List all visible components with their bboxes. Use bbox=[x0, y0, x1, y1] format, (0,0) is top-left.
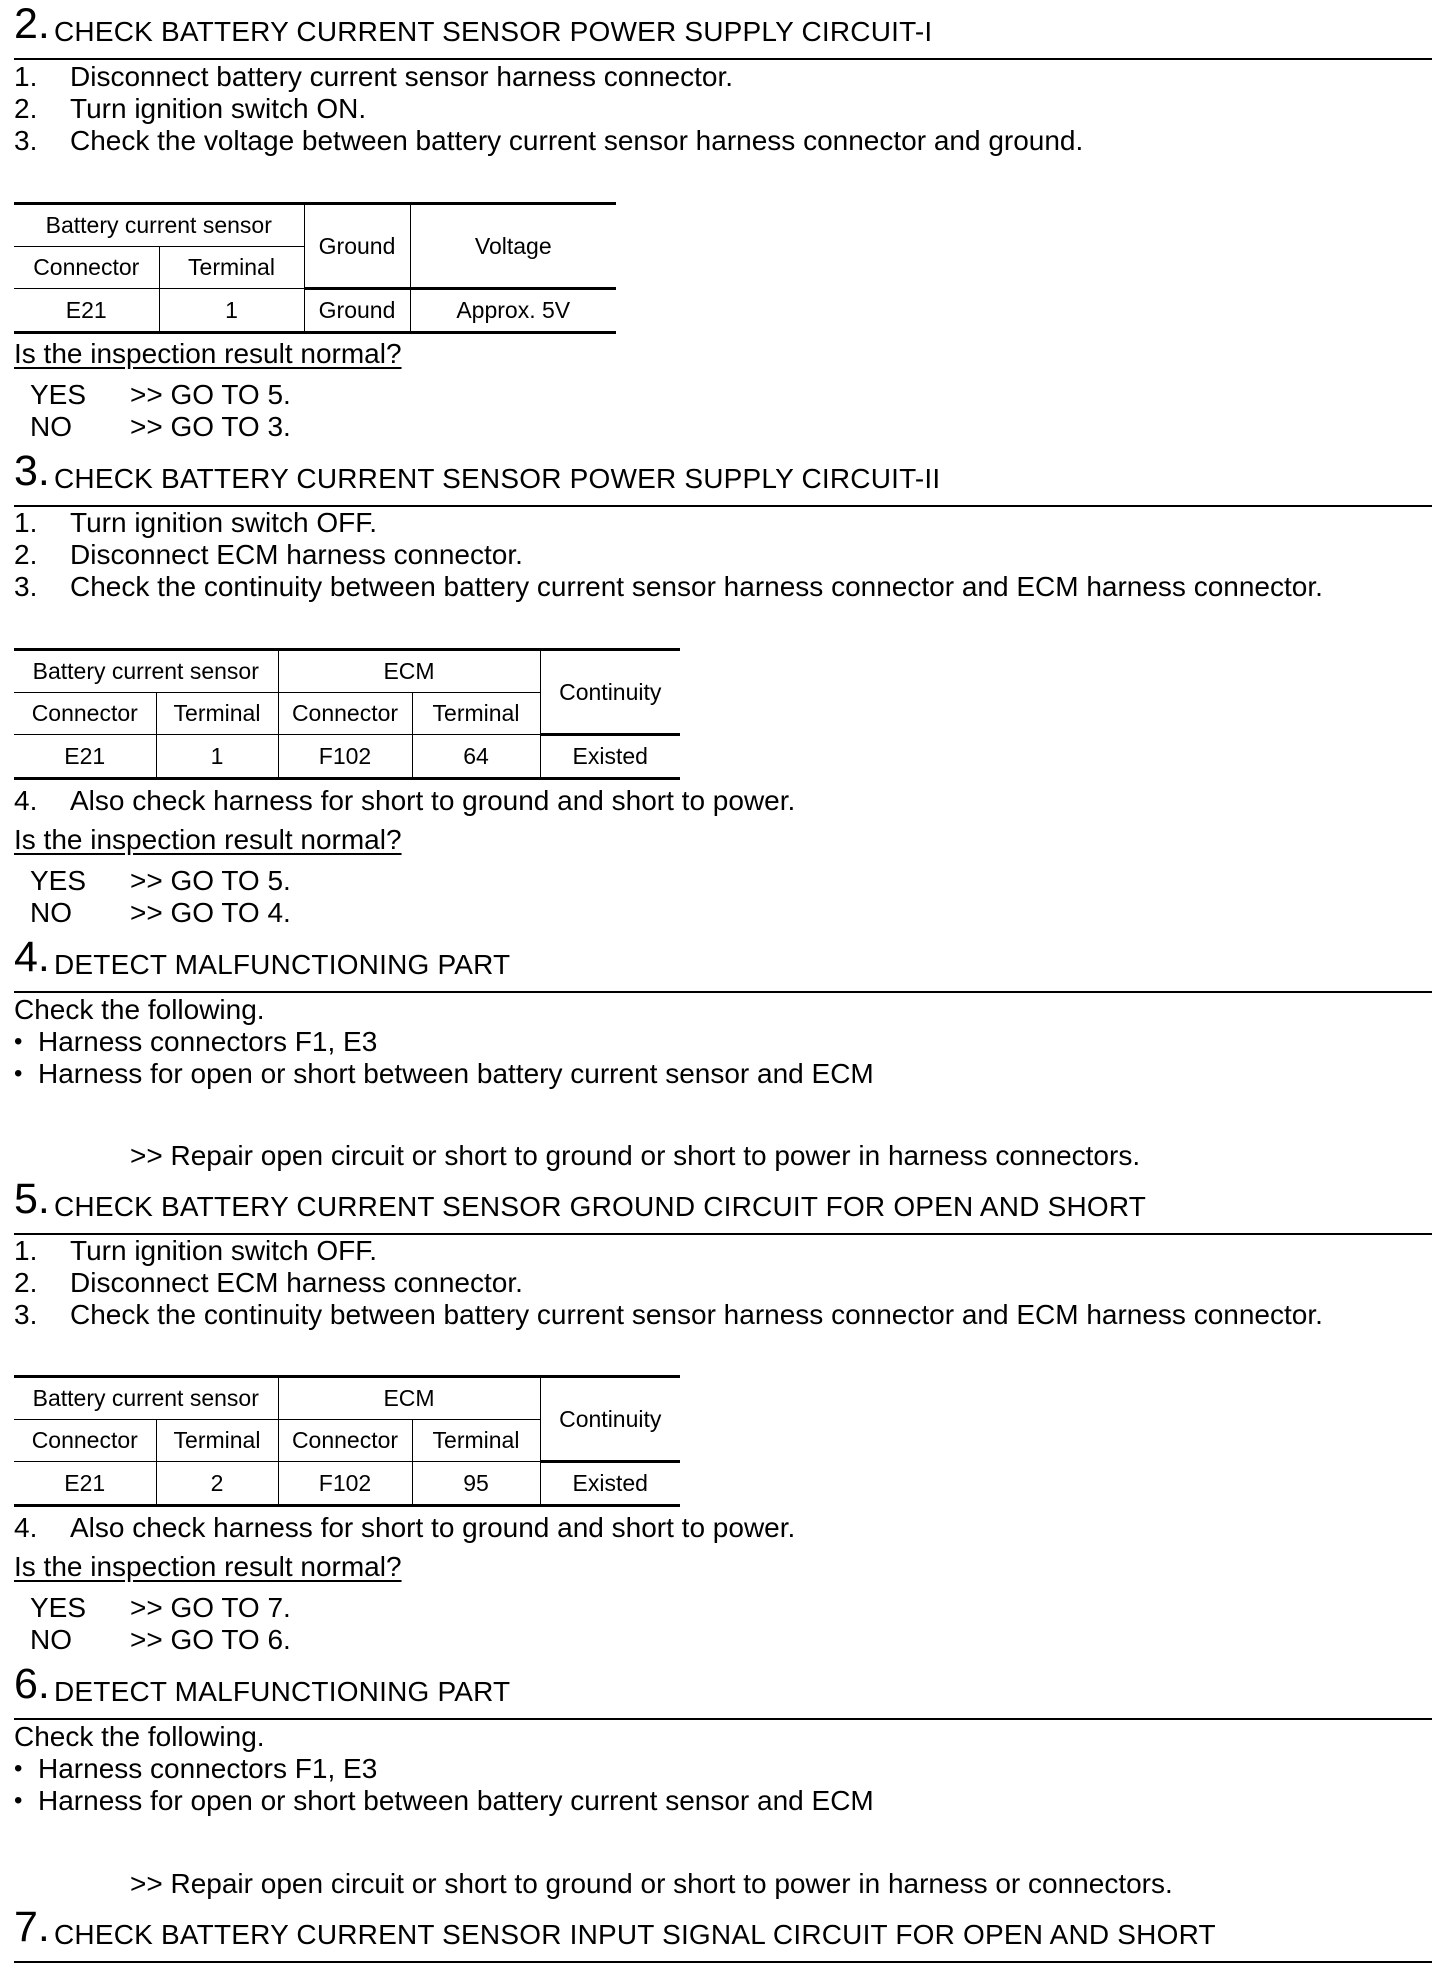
item-text: Also check harness for short to ground and short to power. bbox=[70, 1512, 796, 1543]
step-title: CHECK BATTERY CURRENT SENSOR POWER SUPPLY CIRCUIT-I bbox=[54, 16, 933, 47]
table-cell: 2 bbox=[156, 1462, 278, 1506]
no-goto: >> GO TO 4. bbox=[130, 897, 291, 928]
bullet-mark: • bbox=[14, 1028, 23, 1055]
step-3-heading bbox=[14, 447, 1432, 507]
table-cell: Existed bbox=[540, 1462, 680, 1506]
table-header: Terminal bbox=[156, 1420, 278, 1462]
item-text: Turn ignition switch OFF. bbox=[70, 507, 378, 538]
item-text: Turn ignition switch ON. bbox=[70, 93, 367, 124]
step-title: DETECT MALFUNCTIONING PART bbox=[54, 1676, 511, 1707]
yes-goto: >> GO TO 5. bbox=[130, 865, 291, 896]
step-number: 6. bbox=[14, 1660, 50, 1708]
yes-goto: >> GO TO 7. bbox=[130, 1592, 291, 1623]
step-2-heading bbox=[14, 0, 1432, 60]
step-5-heading bbox=[14, 1175, 1432, 1235]
item-text: Check the voltage between battery current sensor harness connector and ground. bbox=[70, 125, 1084, 156]
item-text: Disconnect battery current sensor harness connector. bbox=[70, 61, 734, 92]
item-text: Disconnect ECM harness connector. bbox=[70, 539, 523, 570]
step-number: 3. bbox=[14, 447, 50, 495]
table-cell: Approx. 5V bbox=[410, 289, 616, 333]
table-group-header: ECM bbox=[278, 650, 540, 693]
table-header: Connector bbox=[278, 693, 412, 735]
inspection-question: Is the inspection result normal? bbox=[14, 338, 402, 369]
item-index: 3. bbox=[14, 1299, 38, 1330]
step-4-heading bbox=[14, 933, 1432, 993]
step-title: CHECK BATTERY CURRENT SENSOR INPUT SIGNAL CIRCUIT FOR OPEN AND SHORT bbox=[54, 1919, 1216, 1950]
continuity-spec-table bbox=[14, 648, 680, 780]
table-header: Terminal bbox=[156, 693, 278, 735]
item-index: 1. bbox=[14, 1235, 38, 1266]
table-header: Continuity bbox=[540, 650, 680, 735]
inspection-question: Is the inspection result normal? bbox=[14, 824, 402, 855]
bullet-mark: • bbox=[14, 1755, 23, 1782]
table-cell: F102 bbox=[278, 1462, 412, 1506]
item-index: 2. bbox=[14, 539, 38, 570]
item-text: Turn ignition switch OFF. bbox=[70, 1235, 378, 1266]
item-index: 1. bbox=[14, 507, 38, 538]
item-text: Disconnect ECM harness connector. bbox=[70, 1267, 523, 1298]
table-header: Terminal bbox=[412, 1420, 540, 1462]
item-index: 4. bbox=[14, 785, 38, 816]
table-header: Terminal bbox=[412, 693, 540, 735]
check-intro: Check the following. bbox=[14, 1721, 265, 1752]
bullet-item: Harness connectors F1, E3 bbox=[38, 1026, 378, 1057]
bullet-mark: • bbox=[14, 1787, 23, 1814]
table-cell: 95 bbox=[412, 1462, 540, 1506]
item-index: 1. bbox=[14, 61, 38, 92]
table-header: Continuity bbox=[540, 1377, 680, 1462]
item-text: Check the continuity between battery current sensor harness connector and ECM harness connector. bbox=[70, 1299, 1323, 1330]
item-index: 3. bbox=[14, 571, 38, 602]
no-label: NO bbox=[30, 1624, 72, 1655]
bullet-item: Harness for open or short between battery current sensor and ECM bbox=[38, 1785, 874, 1816]
yes-label: YES bbox=[30, 379, 87, 410]
check-intro: Check the following. bbox=[14, 994, 265, 1025]
no-label: NO bbox=[30, 897, 72, 928]
bullet-item: Harness connectors F1, E3 bbox=[38, 1753, 378, 1784]
step-title: CHECK BATTERY CURRENT SENSOR POWER SUPPLY CIRCUIT-II bbox=[54, 463, 941, 494]
table-group-header: ECM bbox=[278, 1377, 540, 1420]
no-goto: >> GO TO 6. bbox=[130, 1624, 291, 1655]
item-index: 3. bbox=[14, 125, 38, 156]
step-title: CHECK BATTERY CURRENT SENSOR GROUND CIRCUIT FOR OPEN AND SHORT bbox=[54, 1191, 1147, 1222]
table-header: Connector bbox=[14, 247, 159, 289]
table-cell: E21 bbox=[14, 735, 156, 779]
item-index: 4. bbox=[14, 1512, 38, 1543]
table-cell: E21 bbox=[14, 289, 159, 333]
yes-label: YES bbox=[30, 865, 87, 896]
item-index: 2. bbox=[14, 1267, 38, 1298]
table-group-header: Battery current sensor bbox=[14, 650, 278, 693]
table-cell: Existed bbox=[540, 735, 680, 779]
table-header: Connector bbox=[14, 693, 156, 735]
table-cell: E21 bbox=[14, 1462, 156, 1506]
voltage-spec-table bbox=[14, 202, 616, 334]
step-number: 2. bbox=[14, 0, 50, 48]
step-title: DETECT MALFUNCTIONING PART bbox=[54, 949, 511, 980]
table-group-header: Battery current sensor bbox=[14, 204, 304, 247]
table-cell: 64 bbox=[412, 735, 540, 779]
yes-label: YES bbox=[30, 1592, 87, 1623]
repair-instruction: >> Repair open circuit or short to ground or short to power in harness connectors. bbox=[130, 1140, 1141, 1171]
bullet-mark: • bbox=[14, 1060, 23, 1087]
table-cell: Ground bbox=[304, 289, 410, 333]
step-6-heading bbox=[14, 1660, 1432, 1720]
item-text: Also check harness for short to ground and short to power. bbox=[70, 785, 796, 816]
step-number: 7. bbox=[14, 1903, 50, 1951]
table-cell: 1 bbox=[156, 735, 278, 779]
table-header: Connector bbox=[278, 1420, 412, 1462]
table-header: Connector bbox=[14, 1420, 156, 1462]
table-cell: 1 bbox=[159, 289, 304, 333]
step-number: 5. bbox=[14, 1175, 50, 1223]
table-header: Terminal bbox=[159, 247, 304, 289]
item-index: 2. bbox=[14, 93, 38, 124]
no-label: NO bbox=[30, 411, 72, 442]
continuity-spec-table bbox=[14, 1375, 680, 1507]
repair-instruction: >> Repair open circuit or short to ground or short to power in harness or connectors. bbox=[130, 1868, 1173, 1899]
table-cell: F102 bbox=[278, 735, 412, 779]
yes-goto: >> GO TO 5. bbox=[130, 379, 291, 410]
step-7-heading bbox=[14, 1903, 1432, 1963]
item-text: Check the continuity between battery current sensor harness connector and ECM harness connector. bbox=[70, 571, 1323, 602]
table-group-header: Battery current sensor bbox=[14, 1377, 278, 1420]
step-number: 4. bbox=[14, 933, 50, 981]
inspection-question: Is the inspection result normal? bbox=[14, 1551, 402, 1582]
no-goto: >> GO TO 3. bbox=[130, 411, 291, 442]
table-header: Voltage bbox=[410, 204, 616, 289]
bullet-item: Harness for open or short between battery current sensor and ECM bbox=[38, 1058, 874, 1089]
table-header: Ground bbox=[304, 204, 410, 289]
